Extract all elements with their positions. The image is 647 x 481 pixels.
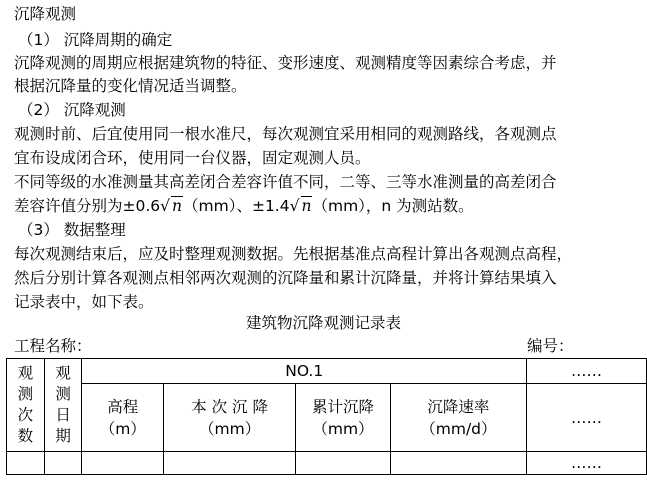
number-label: 编号： xyxy=(527,337,574,355)
more-points-ellipsis: …… xyxy=(527,452,647,475)
more-points-ellipsis: …… xyxy=(527,359,647,384)
section-3-text: 记录表中，如下表。 xyxy=(14,293,154,311)
more-points-ellipsis: …… xyxy=(527,384,647,452)
settlement-record-table xyxy=(6,358,647,475)
formula-prefix: 差容许值分别为±0.6 xyxy=(14,197,161,215)
section-1-text: 根据沉降量的变化情况适当调整。 xyxy=(14,77,247,95)
section-2-heading: （2） 沉降观测 xyxy=(18,101,126,119)
tolerance-formula xyxy=(14,196,474,216)
doc-title: 沉降观测 xyxy=(14,5,77,23)
subheader-cumulative-settlement: 累计沉降 （mm） xyxy=(296,384,391,452)
table-cell xyxy=(390,452,526,475)
formula-n: n xyxy=(301,197,312,215)
subheader-elevation: 高程 （m） xyxy=(82,384,164,452)
table-cell xyxy=(7,452,45,475)
subheader-current-settlement: 本 次 沉 降 （mm） xyxy=(164,384,296,452)
table-title: 建筑物沉降观测记录表 xyxy=(245,314,401,332)
formula-mid: （mm）、±1.4 xyxy=(183,197,290,215)
section-2-text: 不同等级的水准测量其高差闭合差容许值不同，二等、三等水准测量的高差闭合 xyxy=(14,173,557,191)
section-3-text: 然后分别计算各观测点相邻两次观测的沉降量和累计沉降量，并将计算结果填入 xyxy=(14,269,557,287)
section-2-text: 宜布设成闭合环，使用同一台仪器，固定观测人员。 xyxy=(14,149,371,167)
sqrt-sign: √ xyxy=(289,197,300,215)
section-3-heading: （3） 数据整理 xyxy=(18,221,126,239)
sqrt-sign: √ xyxy=(160,197,171,215)
col-header-observation-count: 观 测 次 数 xyxy=(7,359,45,452)
table-cell xyxy=(296,452,391,475)
project-name-label: 工程名称： xyxy=(14,337,92,355)
section-1-text: 沉降观测的周期应根据建筑物的特征、变形速度、观测精度等因素综合考虑，并 xyxy=(14,54,557,72)
formula-suffix: （mm），n 为测站数。 xyxy=(312,197,474,215)
section-3-text: 每次观测结束后，应及时整理观测数据。先根据基准点高程计算出各观测点高程， xyxy=(14,245,573,263)
subheader-settlement-rate: 沉降速率 （mm/d） xyxy=(390,384,526,452)
table-cell xyxy=(44,452,82,475)
point-number-header: NO.1 xyxy=(82,359,527,384)
table-cell xyxy=(164,452,296,475)
section-1-heading: （1） 沉降周期的确定 xyxy=(18,31,173,49)
col-header-observation-date: 观 测 日 期 xyxy=(44,359,82,452)
table-cell xyxy=(82,452,164,475)
formula-n: n xyxy=(172,197,183,215)
section-2-text: 观测时前、后宜使用同一根水准尺，每次观测宜采用相同的观测路线，各观测点 xyxy=(14,125,557,143)
